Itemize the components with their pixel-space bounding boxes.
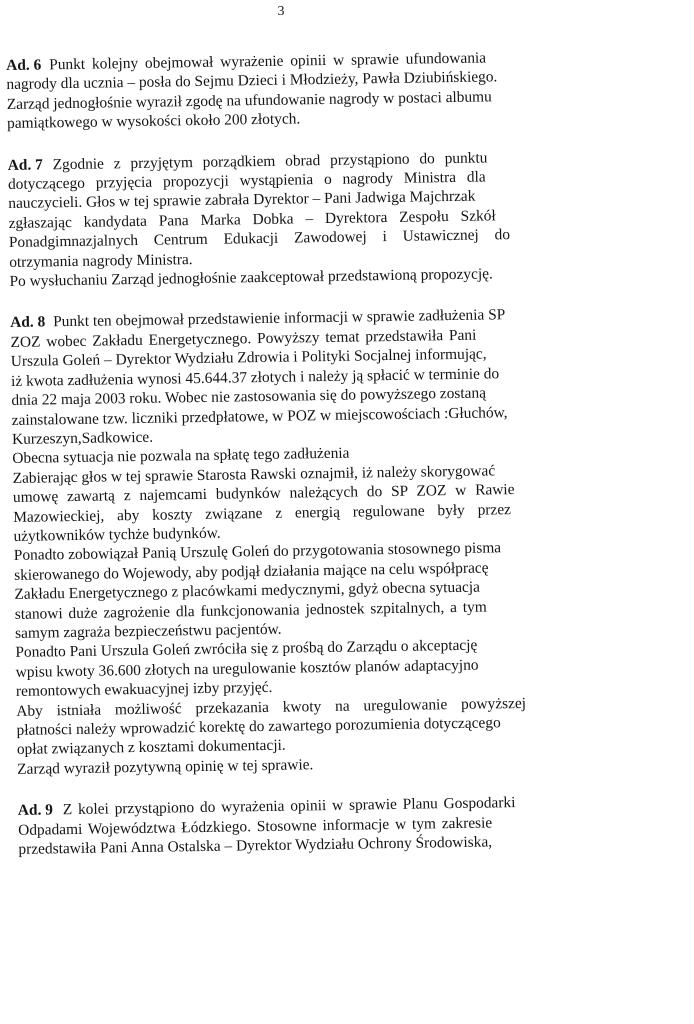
paragraph-line: umowę zawartą z najemcami budynków należących do SP ZOZ w Rawie xyxy=(12,481,515,507)
paragraph-line: użytkowników tychże budynków. xyxy=(13,524,221,545)
paragraph-line: Zabierając głos w tej sprawie Starosta Rawski oznajmił, iż należy skorygować xyxy=(12,462,496,487)
paragraph-line: płatności należy wprowadzić korektę do zawartego porozumienia dotyczącego xyxy=(16,714,501,739)
section-ad-6 xyxy=(6,47,585,134)
paragraph-line: Zarząd jednogłośnie wyraził zgodę na ufundowanie nagrody w postaci albumu xyxy=(6,88,492,113)
section-ad-8 xyxy=(10,304,595,779)
paragraph-line: przedstawiła Pani Anna Ostalska – Dyrektor Wydziału Ochrony Środowiska, xyxy=(18,833,493,858)
paragraph-line: dotyczącego przyjęcia propozycji wystąpienia o nagrody Ministra dla xyxy=(7,168,486,194)
section-heading: Ad. 9 xyxy=(17,801,54,820)
paragraph-line: opłat związanych z kosztami dokumentacji. xyxy=(16,737,286,759)
paragraph-line: stanowi duże zagrożenie dla funkcjonowania jednostek szpitalnych, a tym xyxy=(14,598,487,623)
paragraph-line: ZOZ wobec Zakładu Energetycznego. Powyższy temat przedstawiła Pani xyxy=(10,326,477,351)
paragraph-line: Obecna sytuacja nie pozwala na spłatę tego zadłużenia xyxy=(12,444,350,468)
section-heading: Ad. 7 xyxy=(7,156,43,174)
paragraph-line: Kurzeszyn,Sadkowice. xyxy=(11,428,154,448)
paragraph-line: nauczycieli. Głos w tej sprawie zabrała Dyrektor – Pani Jadwiga Majchrzak xyxy=(8,188,476,213)
section-heading: Ad. 8 xyxy=(10,313,46,332)
paragraph-line: skierowanego do Wojewody, aby podjął działania mające na celu współpracę xyxy=(14,559,489,584)
paragraph-line: remontowych ewakuacyjnej izby przyjęć. xyxy=(15,679,273,701)
line-text: Zgodnie z przyjętym porządkiem obrad przystąpiono do punktu xyxy=(52,149,488,173)
paragraph-line: Ponadto zobowiązał Panią Urszulę Goleń do przygotowania stosownego pisma xyxy=(13,539,502,565)
paragraph-line: nagrody dla ucznia – posła do Sejmu Dzieci i Młodzieży, Pawła Dziubińskiego. xyxy=(6,68,498,94)
paragraph-line: iż kwota zadłużenia wynosi 45.644.37 złotych i należy ją spłacić w terminie do xyxy=(10,364,500,390)
section-ad-7 xyxy=(8,147,588,292)
paragraph-line: Ponadto Pani Urszula Goleń zwróciła się z prośbą do Zarządu o akceptację xyxy=(15,637,478,662)
paragraph-line: Zakładu Energetycznego z placówkami medycznymi, gdyż obecna sytuacja xyxy=(14,578,481,604)
paragraph-line: zainstalowane tzw. liczniki przedpłatowe, w POZ w miejscowościach :Głuchów, xyxy=(11,403,508,429)
section-heading: Ad. 6 xyxy=(6,56,42,74)
paragraph-line: Odpadami Województwa Łódzkiego. Stosowne informacje w tym zakresie xyxy=(18,814,493,839)
line-text: Punkt kolejny obejmował wyrażenie opinii w sprawie ufundowania xyxy=(49,49,487,74)
paragraph-line: Aby istniała możliwość przekazania kwoty na uregulowanie powyższej xyxy=(16,694,527,720)
paragraph-line: Urszula Goleń – Dyrektor Wydziału Zdrowia i Polityki Socjalnej informując, xyxy=(10,345,487,371)
paragraph-line: wpisu kwoty 36.600 złotych na uregulowanie kosztów planów adaptacyjno xyxy=(15,656,479,681)
paragraph-line: Ponadgimnazjalnych Centrum Edukacji Zawodowej i Ustawicznej do xyxy=(8,226,511,252)
document-body xyxy=(6,47,597,859)
paragraph-line: Zarząd wyraził pozytywną opinię w tej sprawie. xyxy=(17,756,314,778)
paragraph-line: Po wysłuchaniu Zarząd jednogłośnie zaakceptował przedstawioną propozycję. xyxy=(9,265,493,291)
line-text: Z kolei przystąpiono do wyrażenia opinii w sprawie Planu Gospodarki xyxy=(62,794,516,819)
line-text: Punkt ten obejmował przedstawienie informacji w sprawie zadłużenia SP xyxy=(52,306,506,331)
paragraph-line: dnia 22 maja 2003 roku. Wobec nie zastosowania się do powyższego zostaną xyxy=(11,384,487,410)
paragraph-line: otrzymania nagrody Ministra. xyxy=(9,250,193,271)
paragraph-line: zgłaszając kandydata Pana Marka Dobka – Dyrektora Zespołu Szkół xyxy=(8,207,496,232)
paragraph-line: Mazowieckiej, aby koszty związane z energią regulowane były przez xyxy=(13,500,512,526)
paragraph-line: pamiątkowego w wysokości około 200 złotych. xyxy=(6,110,301,133)
section-ad-9 xyxy=(18,792,597,859)
page-number: 3 xyxy=(277,4,285,19)
paragraph-line: samym zagraża bezpieczeństwu pacjentów. xyxy=(14,620,282,642)
